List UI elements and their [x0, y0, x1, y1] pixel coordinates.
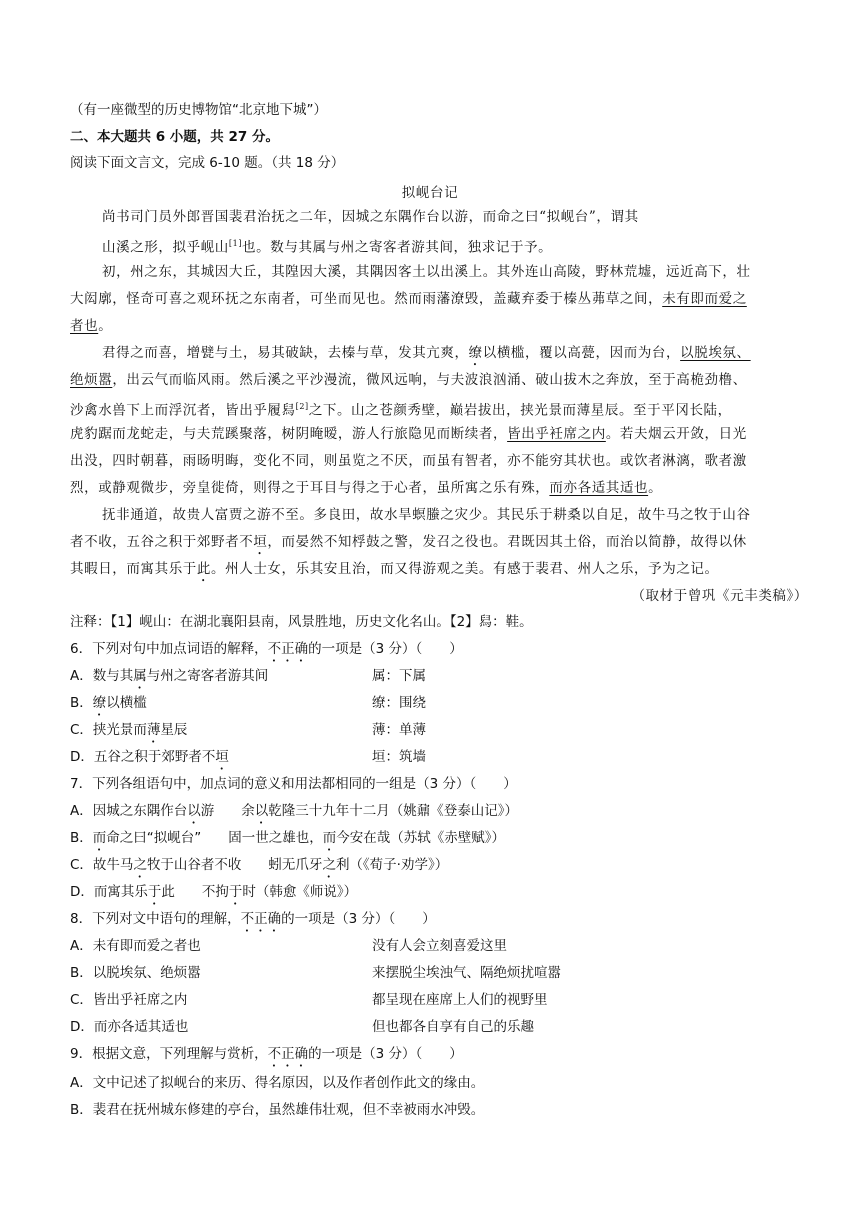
passage-text: 以横槛，覆以高甍，因而为台， [482, 345, 681, 361]
q9-stem [70, 1044, 463, 1070]
q9-option-a[interactable]: A．文中记述了拟岘台的来历、得名原因，以及作者创作此文的缘由。 [70, 1075, 485, 1091]
q6-option-b[interactable] [70, 693, 147, 719]
question-text: 9．根据文意，下列理解与赏析， [70, 1046, 268, 1062]
passage-p1-line1: 尚书司门员外郎晋国裴君治抚之二年，因城之东隅作台以游，而命之曰“拟岘台”，谓其 [102, 209, 639, 225]
passage-p3-line2 [70, 370, 747, 390]
passage-p3-line4 [70, 424, 747, 444]
q8-option-c-meaning: 都呈现在座席上人们的视野里 [372, 992, 548, 1008]
q7-stem: 7．下列各组语句中，加点词的意义和用法都相同的一组是（3 分）（ ） [70, 776, 517, 792]
option-text: 今安在哉（苏轼《赤壁赋》） [336, 830, 506, 846]
dotted-word: 以 [254, 803, 269, 819]
underlined-sentence-b: 以脱埃氛、 [680, 345, 751, 361]
reading-instruction: 阅读下面文言文，完成 6-10 题。（共 18 分） [70, 155, 345, 171]
passage-text: 。州人士女，乐其安且治，而又得游观之美。有感于裴君、州人之乐，予为之记。 [211, 561, 719, 577]
intro-note: （有一座微型的历史博物馆“北京地下城”） [70, 102, 327, 118]
passage-text: 其暇日，而寓其乐于 [70, 561, 197, 577]
dotted-word: 之 [133, 857, 147, 873]
option-text: 与州之寄客者游其间 [146, 668, 269, 684]
dotted-word: 薄 [146, 722, 161, 738]
passage-p3-line1 [102, 343, 751, 369]
footnote-ref-2: [2] [295, 402, 309, 411]
option-text: A．因城之东隅作台 [70, 803, 188, 819]
dotted-word: 不正确 [240, 911, 282, 927]
passage-text: ，而晏然不知桴鼓之警，发召之役也。君既因其土俗，而治以简静，故得以休 [267, 534, 747, 550]
q6-stem [70, 639, 463, 665]
passage-text: 。若夫烟云开敛，日光 [605, 426, 747, 442]
passage-text: 之下。山之苍颜秀壁，巅岩拔出，挟光景而薄星辰。至于平冈长陆， [308, 402, 732, 419]
option-text: A．数与其 [70, 668, 134, 684]
question-text: 的一项是（3 分）（ ） [308, 641, 463, 657]
underlined-sentence-d: 而亦各适其适也 [549, 480, 649, 496]
footnote-ref-1: [1] [228, 239, 243, 248]
passage-text: 君得之而喜，增甓与土，易其破缺，去榛与草，发其亢爽， [102, 345, 469, 361]
option-text: 星辰 [160, 722, 188, 738]
dotted-word: 以 [187, 803, 201, 819]
passage-text: 沙禽水兽下上而浮沉者，皆出乎履舄 [70, 402, 296, 419]
underlined-sentence-a: 未有即而爱之 [662, 291, 747, 307]
q7-option-a[interactable] [70, 801, 518, 827]
option-text: 利（《荀子·劝学》） [335, 857, 449, 873]
footnotes: 注释：【1】岘山：在湖北襄阳县南，风景胜地，历史文化名山。【2】舄：鞋。 [70, 614, 533, 630]
dotted-word: 垣 [215, 749, 229, 765]
passage-text: 。 [648, 480, 663, 496]
dotted-word: 缭 [92, 695, 107, 711]
q6-option-c-gloss: 薄：单薄 [372, 722, 426, 738]
option-text: C．挟光景而 [70, 722, 147, 738]
option-text: C．故牛马 [70, 857, 134, 873]
dotted-word: 此 [196, 561, 212, 577]
dotted-word: 缭 [468, 345, 483, 361]
q6-option-b-gloss: 缭：围绕 [372, 695, 426, 711]
q8-option-d[interactable]: D．而亦各适其适也 [70, 1019, 189, 1035]
underlined-sentence-b-end: 绝烦嚣 [70, 372, 113, 388]
option-text: D．五谷之积于郊野者不 [70, 749, 216, 765]
passage-text: 山溪之形，拟乎岘山 [102, 239, 229, 256]
q6-option-d[interactable] [70, 747, 229, 773]
option-text: 乾隆三十九年十二月（姚鼐《登泰山记》） [268, 803, 518, 819]
q8-option-a-meaning: 没有人会立刻喜爱这里 [372, 938, 507, 954]
passage-p3-line3 [70, 397, 732, 421]
option-text: 命之曰“拟岘台” 固一世之雄也， [106, 830, 323, 846]
passage-text: ，出云气而临风雨。然后溪之平沙漫流，微风远响，与夫波浪汹涌、破山拔木之奔放，至于高桅劲橹、 [112, 372, 747, 388]
q7-option-c[interactable] [70, 855, 448, 881]
dotted-word: 于 [228, 884, 243, 900]
option-text: 时（韩愈《师说》） [242, 884, 358, 900]
passage-text: 虎豹踞而龙蛇走，与夫荒蹊聚落，树阴晻暧，游人行旅隐见而断续者， [70, 426, 508, 442]
dotted-word: 属 [133, 668, 147, 684]
dotted-word: 垣 [253, 534, 268, 550]
passage-text: 。 [98, 318, 113, 334]
passage-text: 大闳廓，怪奇可喜之观环抚之东南者，可坐而见也。然而雨藩潦毁，盖藏弃委于榛丛茀草之间， [70, 291, 663, 307]
q8-option-c[interactable]: C．皆出乎衽席之内 [70, 992, 188, 1008]
question-text: 8．下列对文中语句的理解， [70, 911, 241, 927]
section-heading: 二、本大题共 6 小题，共 27 分。 [70, 129, 279, 145]
option-text: 游 余 [200, 803, 255, 819]
dotted-word: 之 [322, 857, 336, 873]
q7-option-d[interactable] [70, 882, 357, 908]
question-text: 6．下列对句中加点词语的解释， [70, 641, 268, 657]
option-text: D．而寓其乐 [70, 884, 148, 900]
q8-option-b[interactable]: B．以脱埃氛、绝烦嚣 [70, 965, 201, 981]
option-text: B． [70, 695, 93, 711]
q8-stem [70, 909, 436, 935]
question-text: 的一项是（3 分）（ ） [308, 1046, 463, 1062]
passage-source: （取材于曾巩《元丰类稿》） [631, 588, 808, 604]
passage-p2-line3 [70, 316, 112, 336]
passage-p3-line5: 出没，四时朝暮，雨旸明晦，变化不同，则虽览之不厌，而虽有智者，亦不能穷其状也。或饮者淋漓，歌者激 [70, 453, 747, 469]
dotted-word: 不正确 [267, 641, 309, 657]
passage-p2-line1: 初，州之东，其城因大丘，其隍因大溪，其隅因客土以出溪上。其外连山高陵，野林荒墟，远近高下，壮 [102, 264, 751, 280]
dotted-word: 而 [92, 830, 107, 846]
underlined-sentence-c: 皆出乎衽席之内 [507, 426, 606, 442]
option-text: 牧于山谷者不收 蚓无爪牙 [146, 857, 323, 873]
q6-option-c[interactable] [70, 720, 187, 746]
passage-p1-line2 [102, 234, 552, 258]
option-text: 此 不拘 [161, 884, 229, 900]
q9-option-b[interactable]: B．裴君在抚州城东修建的亭台，虽然雄伟壮观，但不幸被雨水冲毁。 [70, 1102, 485, 1118]
q7-option-b[interactable] [70, 828, 505, 854]
q8-option-b-meaning: 来摆脱尘埃浊气、隔绝烦扰喧嚣 [372, 965, 561, 981]
passage-text: 烈，或静观微步，旁皇徙倚，则得之于耳目与得之于心者，虽所寓之乐有殊， [70, 480, 550, 496]
q8-option-a[interactable]: A．未有即而爱之者也 [70, 938, 201, 954]
passage-p2-line2 [70, 289, 747, 309]
dotted-word: 而 [322, 830, 337, 846]
option-text: B． [70, 830, 93, 846]
passage-p3-line6 [70, 478, 662, 498]
passage-p4-line3 [70, 559, 719, 585]
passage-text: 也。数与其属与州之寄客者游其间，独求记于予。 [242, 239, 553, 256]
underlined-sentence-a-end: 者也 [70, 318, 99, 334]
dotted-word: 于 [147, 884, 162, 900]
passage-p4-line1: 抚非通道，故贵人富贾之游不至。多良田，故水旱螟螣之灾少。其民乐于耕桑以自足，故牛马之牧于山谷 [102, 507, 751, 523]
dotted-word: 不正确 [267, 1046, 309, 1062]
q8-option-d-meaning: 但也都各自享有自己的乐趣 [372, 1019, 534, 1035]
option-text: 以横槛 [106, 695, 147, 711]
q6-option-d-gloss: 垣：筑墙 [372, 749, 426, 765]
q6-option-a-gloss: 属：下属 [372, 668, 426, 684]
q6-option-a[interactable] [70, 666, 268, 692]
question-text: 的一项是（3 分）（ ） [281, 911, 436, 927]
passage-title: 拟岘台记 [401, 185, 459, 201]
passage-p4-line2 [70, 532, 747, 558]
passage-text: 者不收，五谷之积于郊野者不 [70, 534, 254, 550]
